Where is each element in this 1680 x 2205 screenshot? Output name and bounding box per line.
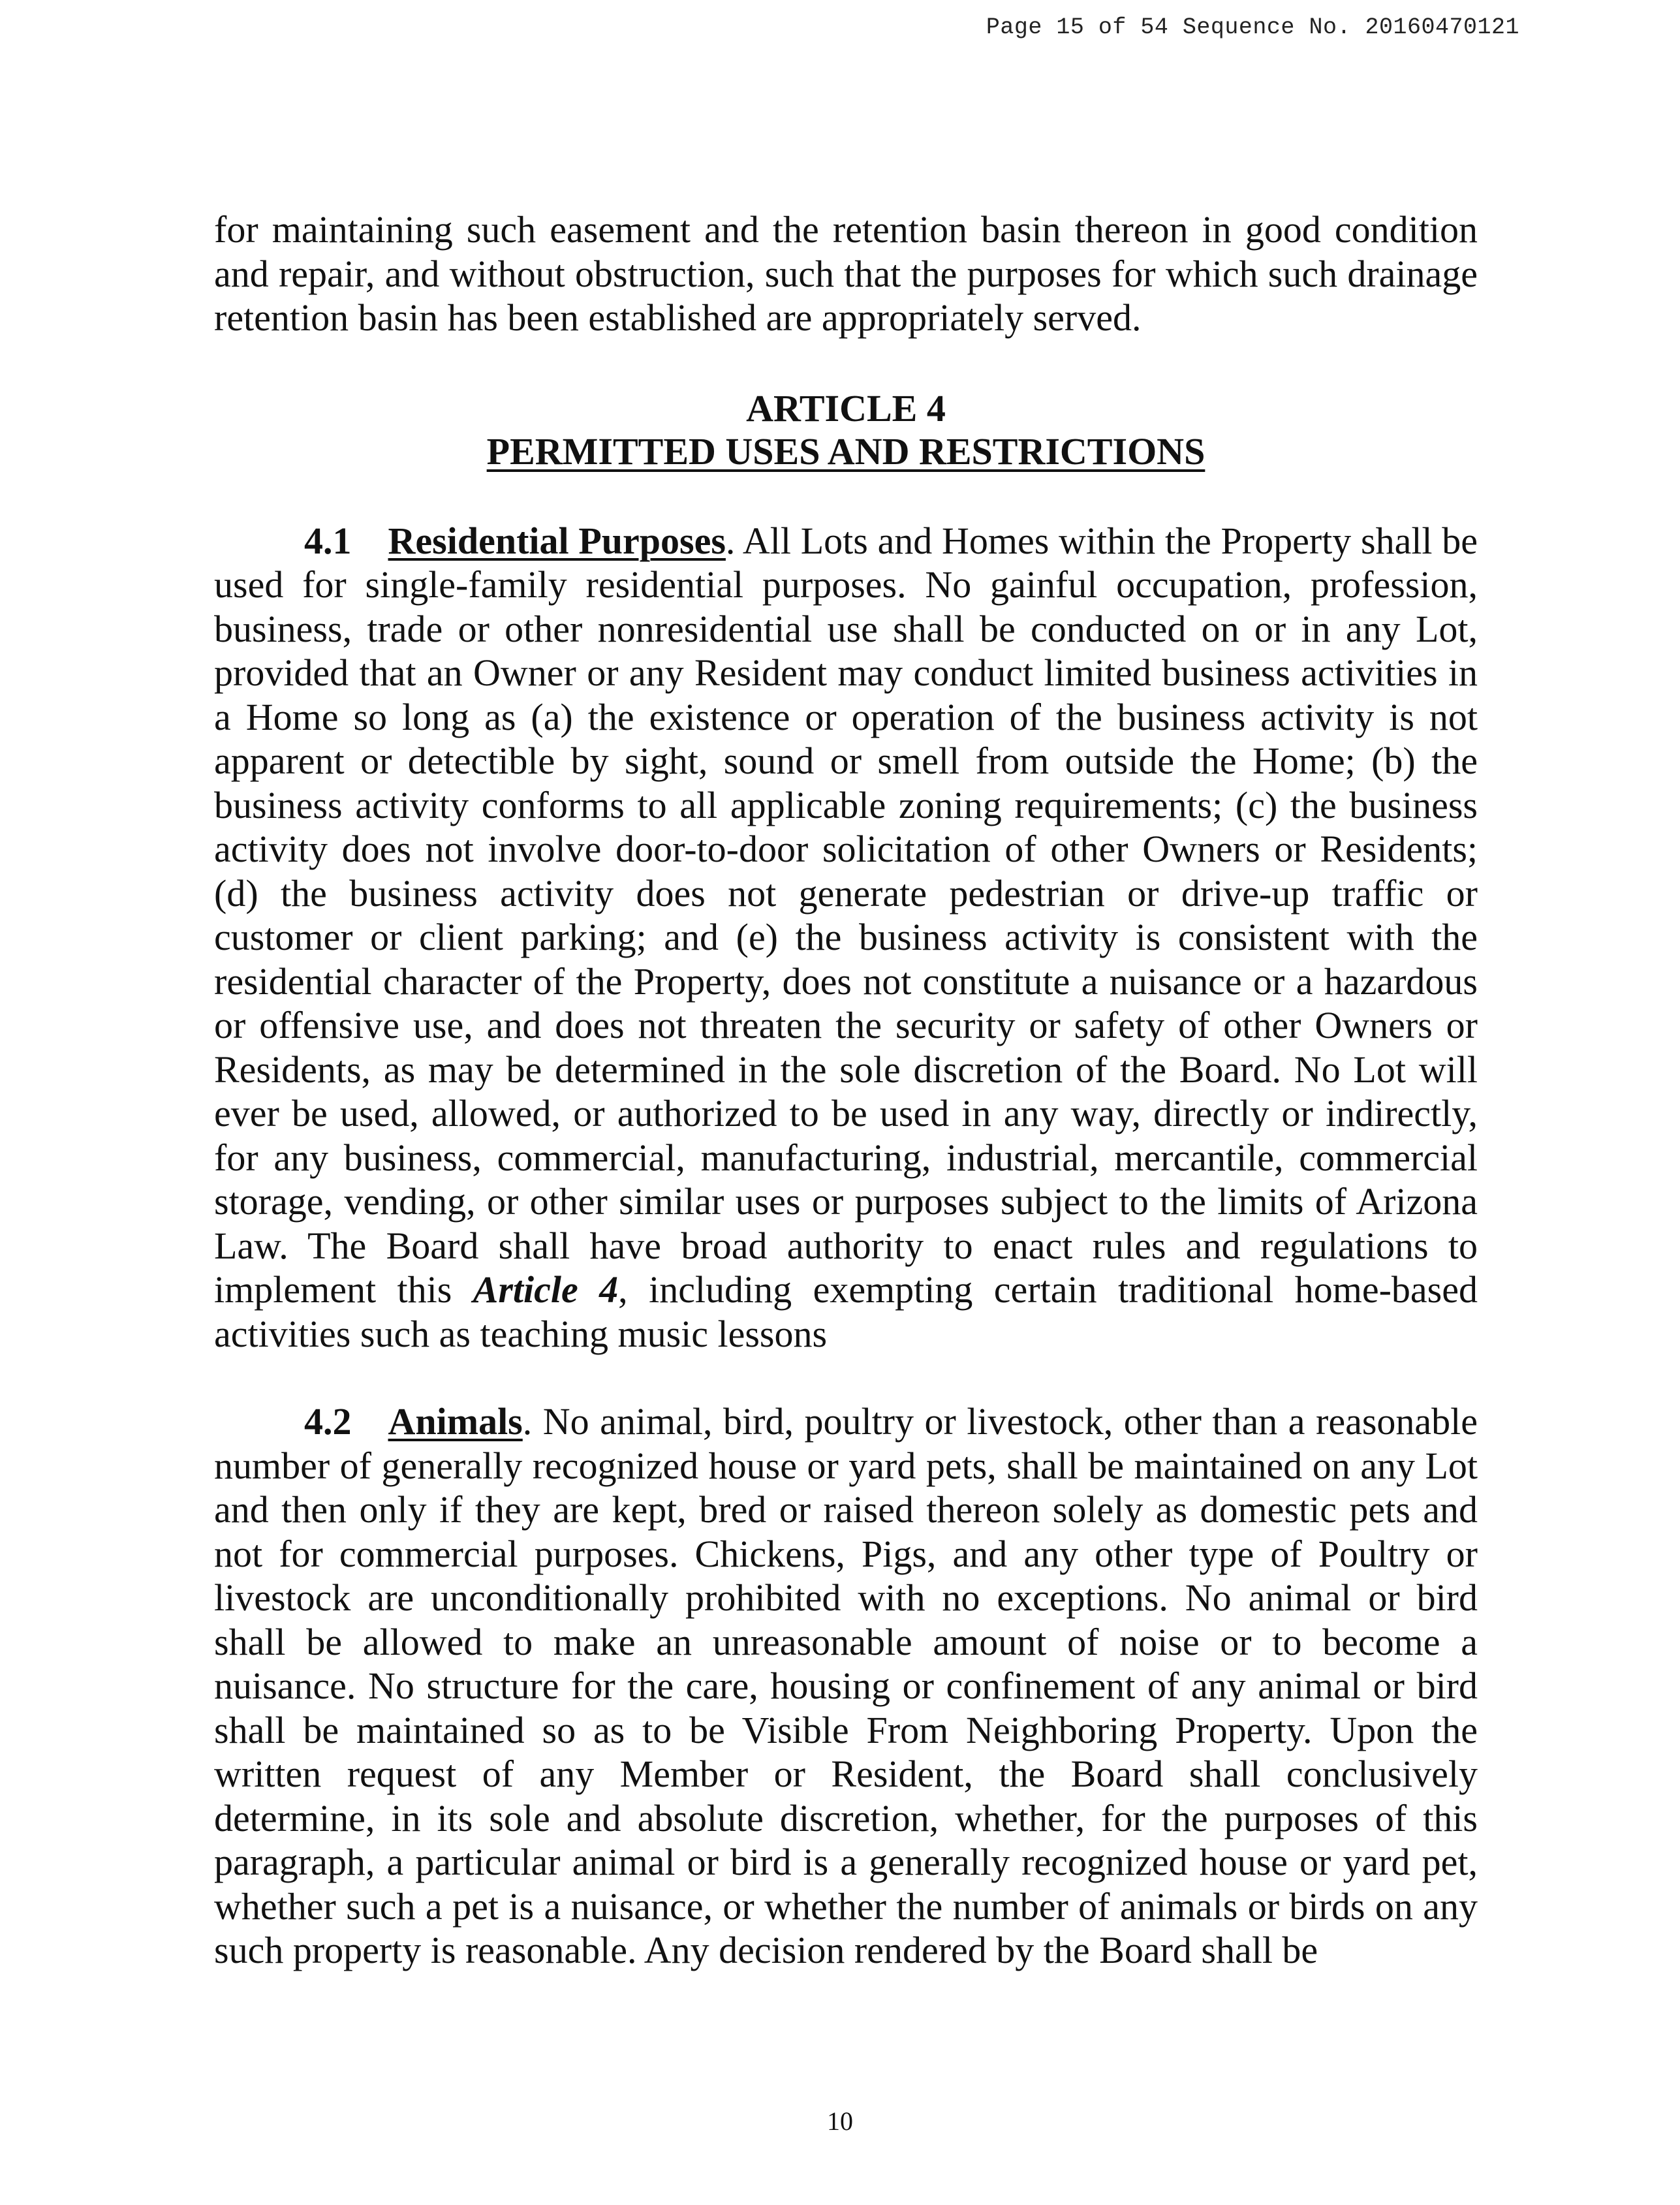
- page-number: 10: [827, 2106, 853, 2136]
- section-title: Residential Purposes: [388, 519, 726, 562]
- article-number: ARTICLE 4: [746, 386, 946, 430]
- section-text-continued: , including exempting certain traditional home-based activities such as teaching music lessons: [214, 1268, 1478, 1355]
- section-text: All Lots and Homes within the Property shall be used for single-family residential purposes. No gainful occupation, profession, business, trade or other nonresidential use shall be conducted on or in any Lot, provided that an Owner or any Resident may conduct limited business activities in a Home so long as (a) the existence or operation of the business activity is not apparent or detectible by sight, sound or smell from outside the Home; (b) the business activity conforms to all applicable zoning requirements; (c) the business activity does not involve door-to-door solicitation of other Owners or Residents; (d) the business activity does not generate pedestrian or drive-up traffic or customer or client parking; and (e) the business activity is consistent with the residential character of the Property, does not constitute a nuisance or a hazardous or offensive use, and does not threaten the security or safety of other Owners or Residents, as may be determined in the sole discretion of the Board. No Lot will ever be used, allowed, or authorized to be used in any way, directly or indirectly, for any business, commercial, manufacturing, industrial, mercantile, commercial storage, vending, or other similar uses or purposes subject to the limits of Arizona Law. The Board shall have broad authority to enact rules and regulations to implement this: [214, 519, 1478, 1311]
- article-title: PERMITTED USES AND RESTRICTIONS: [486, 430, 1206, 473]
- section-number: 4.2: [304, 1400, 352, 1443]
- article-heading: [214, 387, 1478, 473]
- section-text: No animal, bird, poultry or livestock, other than a reasonable number of generally recognized house or yard pets, shall be maintained on any Lot and then only if they are kept, bred or raised thereon solely as domestic pets and not for commercial purposes. Chickens, Pigs, and any other type of Poultry or livestock are unconditionally prohibited with no exceptions. No animal or bird shall be allowed to make an unreasonable amount of noise or to become a nuisance. No structure for the care, housing or confinement of any animal or bird shall be maintained so as to be Visible From Neighboring Property. Upon the written request of any Member or Resident, the Board shall conclusively determine, in its sole and absolute discretion, whether, for the purposes of this paragraph, a particular animal or bird is a generally recognized house or yard pet, whether such a pet is a nuisance, or whether the number of animals or birds on any such property is reasonable. Any decision rendered by the Board shall be: [214, 1400, 1478, 1971]
- document-body: [214, 208, 1478, 1973]
- article-reference: Article 4: [473, 1268, 619, 1311]
- section-title: Animals: [388, 1400, 523, 1443]
- section-4-1: 4.1 Residential Purposes. All Lots and Homes within the Property shall be used for single-family residential purposes. No gainful occupation, profession, business, trade or other nonresidential use shall be conducted on or in any Lot, provided that an Owner or any Resident may conduct limited business activities in a Home so long as (a) the existence or operation of the business activity is not apparent or detectible by sight, sound or smell from outside the Home; (b) the business activity conforms to all applicable zoning requirements; (c) the business activity does not involve door-to-door solicitation of other Owners or Residents; (d) the business activity does not generate pedestrian or drive-up traffic or customer or client parking; and (e) the business activity is consistent with the residential character of the Property, does not constitute a nuisance or a hazardous or offensive use, and does not threaten the security or safety of other Owners or Residents, as may be determined in the sole discretion of the Board. No Lot will ever be used, allowed, or authorized to be used in any way, directly or indirectly, for any business, commercial, manufacturing, industrial, mercantile, commercial storage, vending, or other similar uses or purposes subject to the limits of Arizona Law. The Board shall have broad authority to enact rules and regulations to implement this Article 4, including exempting certain traditional home-based activities such as teaching music lessons: [214, 519, 1478, 1355]
- intro-paragraph: for maintaining such easement and the retention basin thereon in good condition and repair, and without obstruction, such that the purposes for which such drainage retention basin has been established are appropriately served.: [214, 208, 1478, 339]
- section-number: 4.1: [304, 519, 352, 562]
- page-header: Page 15 of 54 Sequence No. 20160470121: [986, 14, 1519, 40]
- section-4-2: 4.2 Animals. No animal, bird, poultry or livestock, other than a reasonable number of generally recognized house or yard pets, shall be maintained on any Lot and then only if they are kept, bred or raised thereon solely as domestic pets and not for commercial purposes. Chickens, Pigs, and any other type of Poultry or livestock are unconditionally prohibited with no exceptions. No animal or bird shall be allowed to make an unreasonable amount of noise or to become a nuisance. No structure for the care, housing or confinement of any animal or bird shall be maintained so as to be Visible From Neighboring Property. Upon the written request of any Member or Resident, the Board shall conclusively determine, in its sole and absolute discretion, whether, for the purposes of this paragraph, a particular animal or bird is a generally recognized house or yard pet, whether such a pet is a nuisance, or whether the number of animals or birds on any such property is reasonable. Any decision rendered by the Board shall be: [214, 1400, 1478, 1971]
